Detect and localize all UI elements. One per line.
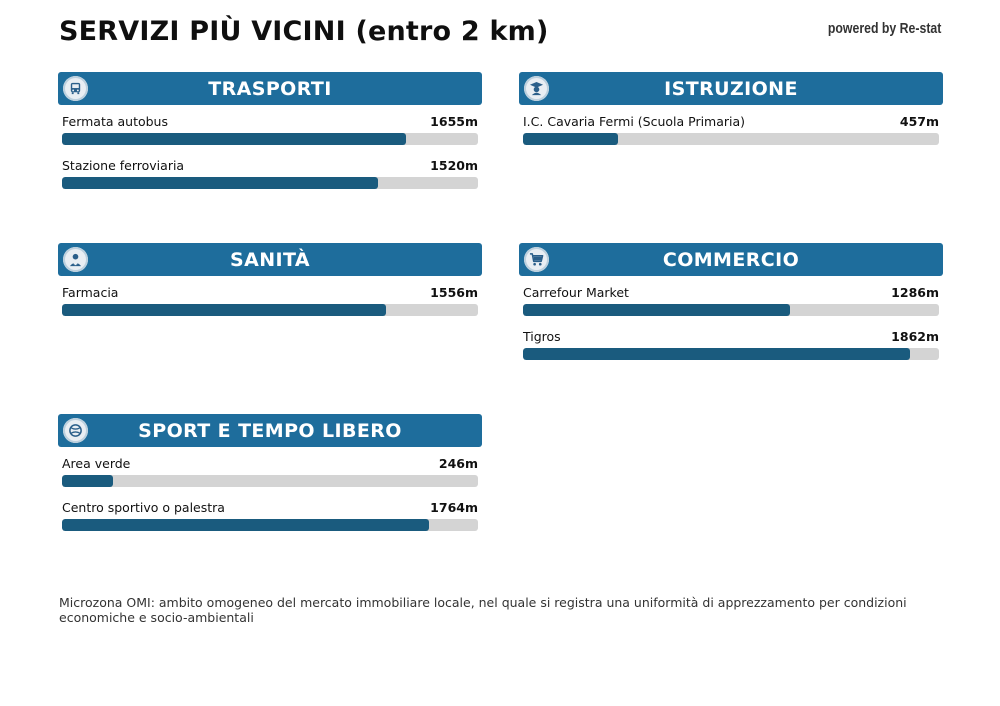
doctor-icon (63, 247, 88, 272)
section-sport (58, 414, 482, 535)
service-distance: 1556m (430, 285, 478, 300)
service-distance: 457m (899, 114, 939, 129)
distance-bar-fill (523, 348, 910, 360)
distance-bar (523, 133, 939, 145)
service-distance: 246m (438, 456, 478, 471)
list-item (58, 105, 482, 149)
list-item (519, 320, 943, 364)
service-name: Farmacia (62, 285, 119, 300)
section-title: COMMERCIO (662, 248, 800, 271)
student-icon (524, 76, 549, 101)
section-title: SANITÀ (230, 248, 310, 271)
distance-bar-fill (523, 133, 618, 145)
service-distance: 1520m (430, 158, 478, 173)
service-name: Centro sportivo o palestra (62, 500, 225, 515)
service-distance: 1862m (891, 329, 939, 344)
list-item (58, 276, 482, 320)
distance-bar (523, 348, 939, 360)
distance-bar-fill (62, 519, 429, 531)
section-commercio (519, 243, 943, 364)
distance-bar (62, 177, 478, 189)
distance-bar (62, 519, 478, 531)
service-name: Area verde (62, 456, 131, 471)
service-name: Stazione ferroviaria (62, 158, 185, 173)
bus-icon (63, 76, 88, 101)
section-title: ISTRUZIONE (664, 77, 798, 100)
powered-by-logo: powered by Re-stat (827, 20, 941, 37)
list-item (58, 447, 482, 491)
section-header (519, 72, 943, 105)
service-name: Tigros (523, 329, 561, 344)
section-title: TRASPORTI (208, 77, 332, 100)
distance-bar (62, 133, 478, 145)
list-item (519, 276, 943, 320)
section-header (58, 72, 482, 105)
distance-bar-fill (62, 304, 386, 316)
page-title: SERVIZI PIÙ VICINI (entro 2 km) (59, 16, 549, 47)
list-item (58, 491, 482, 535)
footnote: Microzona OMI: ambito omogeneo del mercato immobiliare locale, nel quale si registra una uniformità di apprezzamento per condizioni economiche e socio-ambientali (59, 595, 907, 625)
service-distance: 1655m (430, 114, 478, 129)
distance-bar-fill (62, 133, 406, 145)
section-header (519, 243, 943, 276)
distance-bar-fill (523, 304, 790, 316)
section-istruzione (519, 72, 943, 149)
section-header (58, 414, 482, 447)
section-sanita (58, 243, 482, 320)
list-item (519, 105, 943, 149)
distance-bar-fill (62, 475, 113, 487)
service-name: I.C. Cavaria Fermi (Scuola Primaria) (523, 114, 746, 129)
distance-bar (62, 475, 478, 487)
service-name: Carrefour Market (523, 285, 629, 300)
ball-icon (63, 418, 88, 443)
shopping-cart-icon (524, 247, 549, 272)
section-header (58, 243, 482, 276)
service-distance: 1286m (891, 285, 939, 300)
distance-bar (62, 304, 478, 316)
section-trasporti (58, 72, 482, 193)
distance-bar-fill (62, 177, 378, 189)
section-title: SPORT E TEMPO LIBERO (138, 419, 402, 442)
distance-bar (523, 304, 939, 316)
service-distance: 1764m (430, 500, 478, 515)
list-item (58, 149, 482, 193)
service-name: Fermata autobus (62, 114, 168, 129)
